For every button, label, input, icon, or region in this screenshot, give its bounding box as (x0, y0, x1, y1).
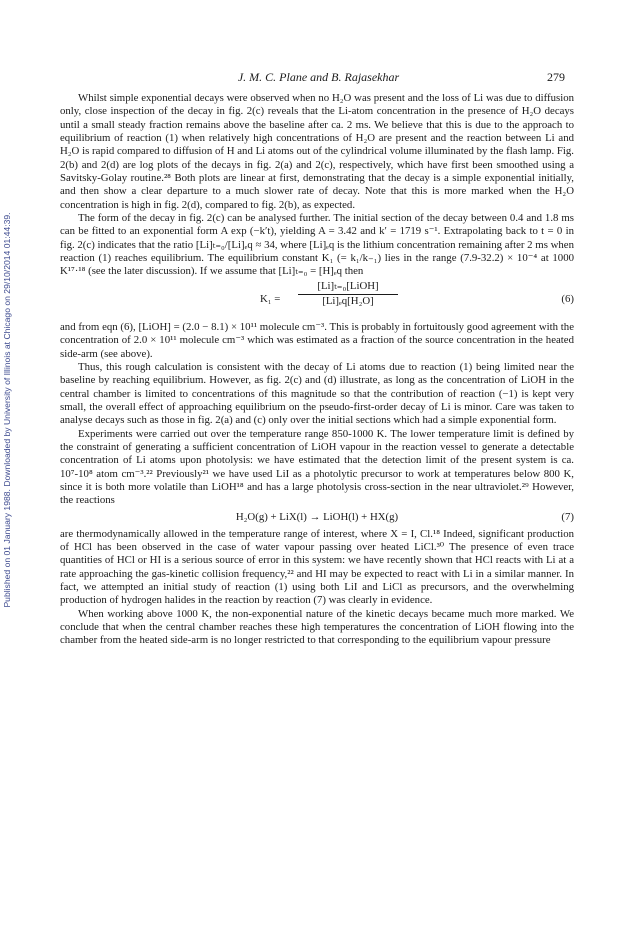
equation-6-numerator: [Li]ₜ₌₀[LiOH] (298, 280, 398, 295)
publication-watermark-text: Published on 01 January 1988. Downloaded by University of Illinois at Chicago on 29/10/2014 01:44:39. (2, 212, 12, 608)
paragraph: are thermodynamically allowed in the temperature range of interest, where X = I, Cl.¹⁸ Indeed, significant production of HCl has been observed in the case of water vapour passing over heated LiCl.³⁰ The presence of even trace quantities of HCl or HI is a serious source of error in this system: we have recently shown that HCl reacts with Li at a rate approaching the gas-kinetic collision frequency,²² and HI may be expected to react with Li in a similar manner. In fact, we attempted an initial study of reaction (1) using both LiI and LiCl as precursors, and the overwhelming production of hydrogen halides in the reaction by reaction (7) was clearly in evidence. (60, 527, 574, 607)
equation-6-fraction (298, 280, 398, 309)
equation-6-denominator: [Li]ₑq[H₂O] (322, 295, 374, 308)
equation-6-lhs: K₁ = (260, 292, 281, 305)
paragraph: and from eqn (6), [LiOH] = (2.0 − 8.1) × 10¹¹ molecule cm⁻³. This is probably in fortuitously good agreement with the concentration of 2.0 × 10¹¹ molecule cm⁻³ which was estimated as a fraction of the source concentration in the heated side-arm (see above). (60, 320, 574, 360)
paragraph: The form of the decay in fig. 2(c) can be analysed further. The initial section of the decay between 0.4 and 1.8 ms can be fitted to an exponential form A exp (−k′t), yielding A = 3.42 and k′ = 1719 s⁻¹. Extrapolating back to t = 0 in fig. 2(c) indicates that the ratio [Li]ₜ₌₀/[Li]ₑq ≈ 34, where [Li]ₑq is the lithium concentration remaining after 2 ms when reaction (1) reaches equilibrium. The equilibrium constant K₁ (= k₁/k₋₁) lies in the range (7.9-32.2) × 10⁻⁴ at 1000 K¹⁷·¹⁸ (see the later discussion). If we assume that [Li]ₜ₌₀ = [H]ₑq then (60, 212, 574, 278)
running-header-authors: J. M. C. Plane and B. Rajasekhar (237, 70, 400, 84)
paragraph: When working above 1000 K, the non-exponential nature of the kinetic decays became much more marked. We conclude that when the central chamber reaches these high temperatures the concentration of LiOH flowing into the chamber from the heated side-arm is no longer restricted to that corresponding to the equilibrium vapour pressure (60, 607, 574, 647)
publication-watermark (0, 130, 14, 690)
paragraph: Experiments were carried out over the temperature range 850-1000 K. The lower temperature limit is defined by the constraint of generating a sufficient concentration of LiOH vapour in the reaction vessel to generate a detectable concentration of Li atoms upon photolysis: we have estimated that the detection limit of the present system is ca. 10⁷-10⁸ atom cm⁻³.²² Previously²¹ we have used LiI as a photolytic precursor to work at temperatures below 800 K, since it is both more volatile than LiOH¹⁸ and has a large photolysis cross-section in the near ultraviolet.²⁹ However, the reactions (60, 427, 574, 507)
paragraph: Whilst simple exponential decays were observed when no H₂O was present and the loss of Li was due to diffusion only, close inspection of the decay in fig. 2(c) reveals that the Li-atom concentration in the presence of H₂O decays until a small steady fraction remains above the baseline after ca. 2 ms. We believe that this is due to the approach to equilibrium of reaction (1) when relatively high concentrations of H₂O are present and the reaction between Li and H₂O is rapid compared to diffusion of H and Li atoms out of the cylindrical volume illuminated by the flash lamp. Fig. 2(b) and 2(d) are log plots of the decays in fig. 2(a) and 2(c), respectively, which have first been smoothed using a Savitsky-Golay routine.²⁸ Both plots are linear at first, demonstrating that the decay is a simple exponential initially, and then show a clear departure to a much slower rate of decay. Note that this is more marked when the H₂O concentration is high in fig. 2(d), compared to fig. 2(b), as expected. (60, 92, 574, 211)
equation-6-number: (6) (561, 292, 574, 305)
running-header (60, 70, 577, 86)
paragraph: Thus, this rough calculation is consistent with the decay of Li atoms due to reaction (1) being limited near the baseline by reaching equilibrium. However, as fig. 2(c) and (d) illustrate, as long as the concentration of LiOH in the central chamber is limited to concentrations of this magnitude so that the contribution of reaction (−1) is kept very small, the overall effect of approaching equilibrium on the pseudo-first-order decay of Li is minor. Care was taken to analyse decays such as those in fig. 2(a) and (c) only over the initial sections which had a simple exponential form. (60, 360, 574, 427)
body-text (60, 92, 574, 648)
equation-7 (60, 508, 574, 528)
equation-7-body: H₂O(g) + LiX(l) → LiOH(l) + HX(g) (235, 510, 399, 523)
page-number: 279 (547, 70, 565, 84)
equation-6 (60, 279, 574, 321)
equation-7-number: (7) (561, 510, 574, 523)
